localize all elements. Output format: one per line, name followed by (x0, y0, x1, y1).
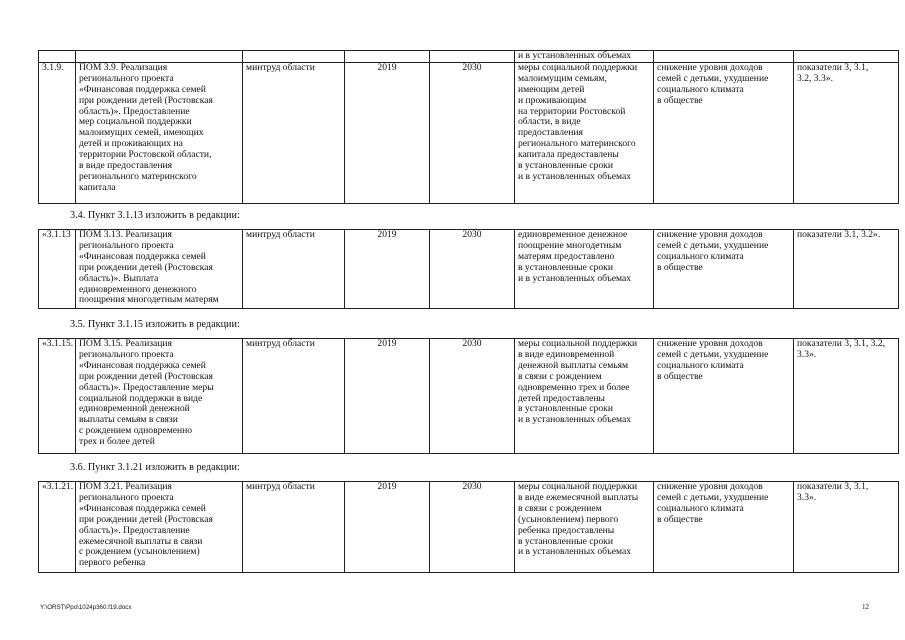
section-heading: 3.4. Пункт 3.1.13 изложить в редакции: (70, 210, 240, 221)
expected-result: единовременное денежное поощрение многодетным матерям предоставлено в установленные сроки и в установленных объемах (515, 230, 654, 309)
table-row (39, 62, 899, 203)
table-3113 (38, 229, 899, 309)
start-year: 2019 (345, 339, 430, 454)
measure-name: ПОМ 3.9. Реализация регионального проекта «Финансовая поддержка семей при рождении детей (Ростовская область)». Предоставление мер социальной поддержки малоимущих семей, имеющих детей и проживающих на территории Ростовской области, в виде предоставления регионального материнского капитала (76, 62, 243, 203)
executor: минтруд области (243, 62, 345, 203)
table-row (39, 230, 899, 309)
table-3121 (38, 481, 899, 573)
expected-result: меры социальной поддержки в виде ежемесячной выплаты в связи с рождением (усыновлением) первого ребенка предоставлены в установленные сроки и в установленных объемах (515, 482, 654, 573)
start-year: 2019 (345, 230, 430, 309)
measure-name: ПОМ 3.15. Реализация регионального проекта «Финансовая поддержка семей при рождении детей (Ростовская область)». Предоставление меры социальной поддержки в виде единовременной денежной выплаты семьям в связи с рождением одновременно трех и более детей (76, 339, 243, 454)
row-number: «3.1.21. (39, 482, 76, 573)
measure-name: ПОМ 3.13. Реализация регионального проекта «Финансовая поддержка семей при рождении детей (Ростовская область)». Выплата единовременного денежного поощрения многодетным матерям (76, 230, 243, 309)
indicators: показатели 3.1, 3.2». (794, 230, 899, 309)
row-number: «3.1.15. (39, 339, 76, 454)
start-year: 2019 (345, 62, 430, 203)
section-heading: 3.5. Пункт 3.1.15 изложить в редакции: (70, 319, 240, 330)
executor: минтруд области (243, 230, 345, 309)
consequence: снижение уровня доходов семей с детьми, ухудшение социального климата в обществе (654, 230, 794, 309)
expected-result: меры социальной поддержки в виде единовременной денежной выплаты семьям в связи с рождением одновременно трех и более детей предоставлены в установленные сроки и в установленных объемах (515, 339, 654, 454)
end-year: 2030 (430, 62, 515, 203)
indicators: показатели 3, 3.1, 3.2, 3.3». (794, 339, 899, 454)
expected-result: меры социальной поддержки малоимущим семьям, имеющим детей и проживающим на территории Ростовской области, в виде предоставления регионального материнского капитала предоставлены в установленные сроки и в установленных объемах (515, 62, 654, 203)
table-row (39, 51, 899, 63)
indicators: показатели 3, 3.1, 3.2, 3.3». (794, 62, 899, 203)
start-year: 2019 (345, 482, 430, 573)
table-row (39, 482, 899, 573)
consequence: снижение уровня доходов семей с детьми, ухудшение социального климата в обществе (654, 482, 794, 573)
row-number: «3.1.13 (39, 230, 76, 309)
consequence: снижение уровня доходов семей с детьми, ухудшение социального климата в обществе (654, 339, 794, 454)
end-year: 2030 (430, 482, 515, 573)
section-heading: 3.6. Пункт 3.1.21 изложить в редакции: (70, 462, 240, 473)
table-row (39, 339, 899, 454)
measure-name: ПОМ 3.21. Реализация регионального проекта «Финансовая поддержка семей при рождении детей (Ростовская область)». Предоставление ежемесячной выплаты в связи с рождением (усыновлением) первого ребенка (76, 482, 243, 573)
indicators: показатели 3, 3.1, 3.3». (794, 482, 899, 573)
result-cell: и в установленных объемах (515, 51, 654, 63)
table-3115 (38, 338, 899, 454)
table-continuation (38, 50, 899, 204)
end-year: 2030 (430, 230, 515, 309)
row-number: 3.1.9. (39, 62, 76, 203)
executor: минтруд области (243, 482, 345, 573)
file-path-footer: Y:\ORST\Ppo\1024p360.f19.docx (40, 604, 132, 611)
consequence: снижение уровня доходов семей с детьми, ухудшение социального климата в обществе (654, 62, 794, 203)
end-year: 2030 (430, 339, 515, 454)
page-number: 12 (862, 603, 869, 611)
executor: минтруд области (243, 339, 345, 454)
